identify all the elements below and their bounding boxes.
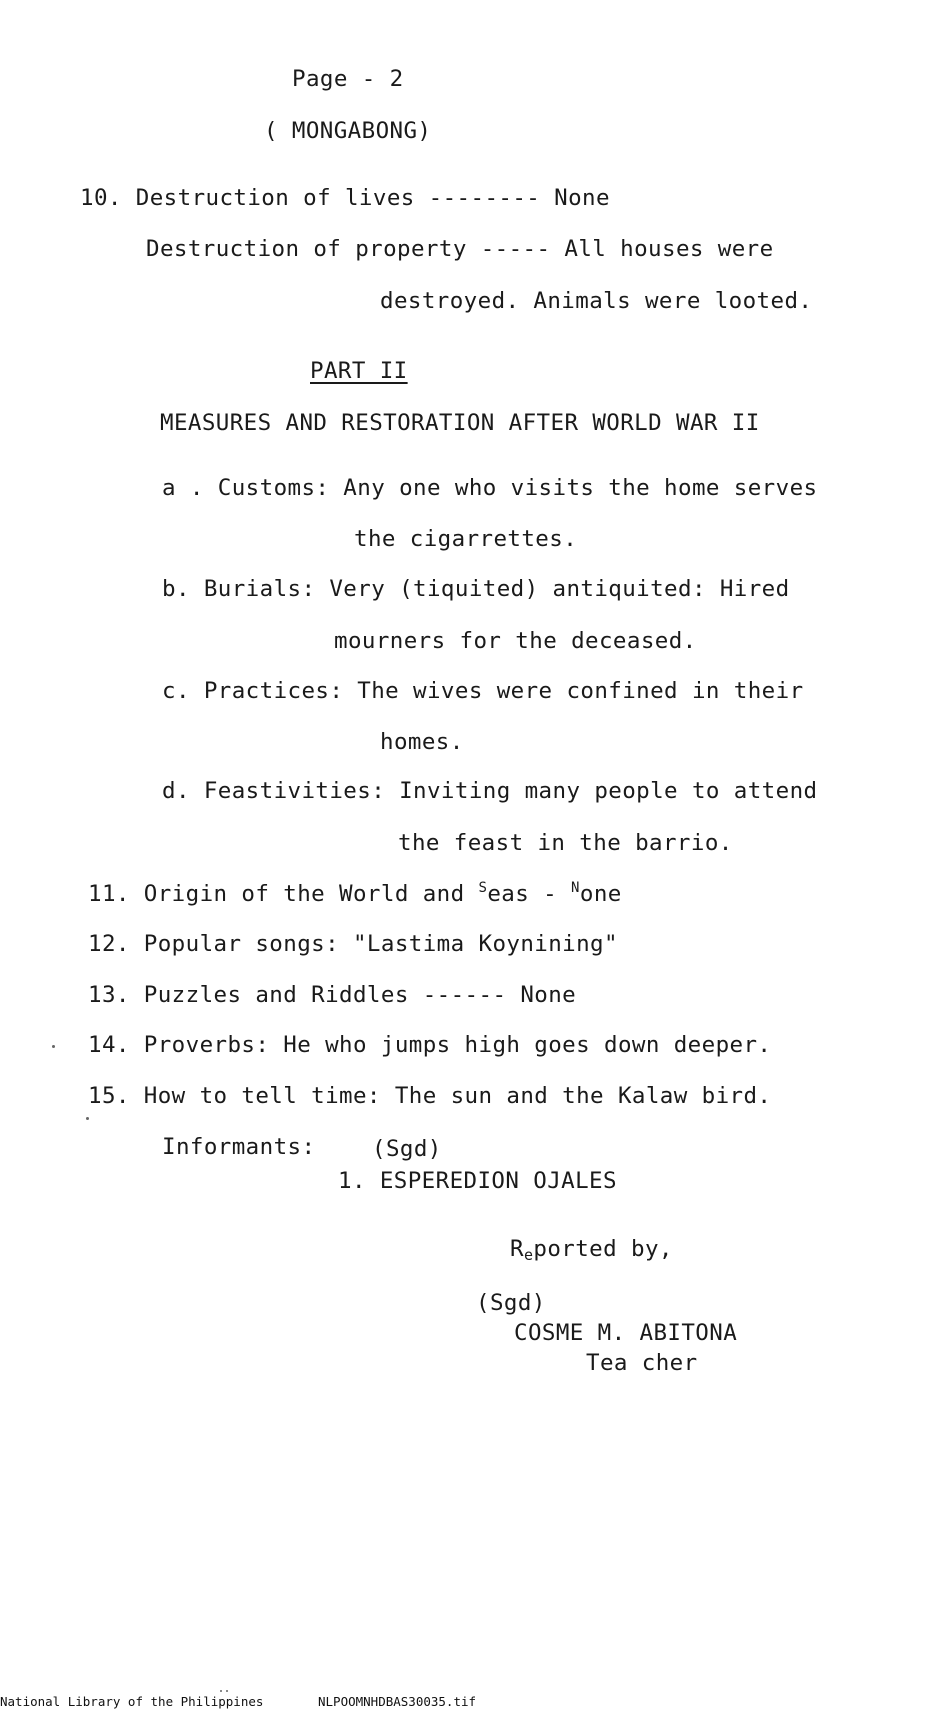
- item-10-property-cont: destroyed. Animals were looted.: [380, 288, 813, 314]
- scan-speck: [220, 1690, 222, 1692]
- part-heading: PART II: [310, 358, 408, 384]
- item-b-cont: mourners for the deceased.: [334, 628, 697, 654]
- item-11-sup-n: N: [571, 880, 580, 896]
- footer-library: National Library of the Philippines: [0, 1694, 264, 1709]
- item-14-proverbs: 14. Proverbs: He who jumps high goes down deeper.: [88, 1032, 772, 1058]
- scan-speck: [86, 1117, 89, 1120]
- item-11-origin: [88, 880, 622, 907]
- item-b-burials: b. Burials: Very (tiquited) antiquited: Hired: [162, 576, 790, 602]
- reporter-sgd: (Sgd): [476, 1290, 546, 1316]
- barrio-name: ( MONGABONG): [264, 118, 432, 144]
- informants-label: Informants:: [162, 1134, 316, 1160]
- reporter-title: Tea cher: [586, 1350, 698, 1376]
- item-12-songs: 12. Popular songs: "Lastima Koynining": [88, 931, 618, 957]
- item-11-sup-s: S: [478, 880, 488, 896]
- reported-by-rest: ported by,: [533, 1236, 673, 1262]
- item-10-property: Destruction of property ----- All houses were: [146, 236, 774, 262]
- reported-by-r: R: [510, 1236, 524, 1262]
- item-11-text-b: eas -: [487, 881, 572, 907]
- item-10-lives: 10. Destruction of lives -------- None: [80, 185, 610, 211]
- item-11-text-c: one: [579, 881, 622, 907]
- item-a-customs: a . Customs: Any one who visits the home serves: [162, 475, 818, 501]
- reporter-name: COSME M. ABITONA: [514, 1320, 738, 1346]
- scan-speck: [226, 1690, 228, 1692]
- reported-by-e: e: [523, 1246, 534, 1264]
- part-subheading: MEASURES AND RESTORATION AFTER WORLD WAR II: [160, 410, 760, 436]
- item-11-text-a: 11. Origin of the World and: [88, 881, 479, 907]
- item-c-cont: homes.: [380, 729, 464, 755]
- item-d-cont: the feast in the barrio.: [398, 830, 733, 856]
- item-15-time: 15. How to tell time: The sun and the Kalaw bird.: [88, 1083, 772, 1109]
- scan-speck: [52, 1045, 55, 1048]
- page-number: Page - 2: [292, 66, 404, 92]
- informants-sgd: (Sgd): [372, 1136, 442, 1162]
- item-a-cont: the cigarrettes.: [354, 526, 578, 552]
- informant-name: 1. ESPEREDION OJALES: [338, 1168, 617, 1194]
- item-13-puzzles: 13. Puzzles and Riddles ------ None: [88, 982, 577, 1008]
- item-c-practices: c. Practices: The wives were confined in their: [162, 678, 804, 704]
- item-d-feastivities: d. Feastivities: Inviting many people to attend: [162, 778, 818, 804]
- reported-by: [510, 1236, 673, 1264]
- footer-filename: NLPOOMNHDBAS30035.tif: [318, 1694, 477, 1709]
